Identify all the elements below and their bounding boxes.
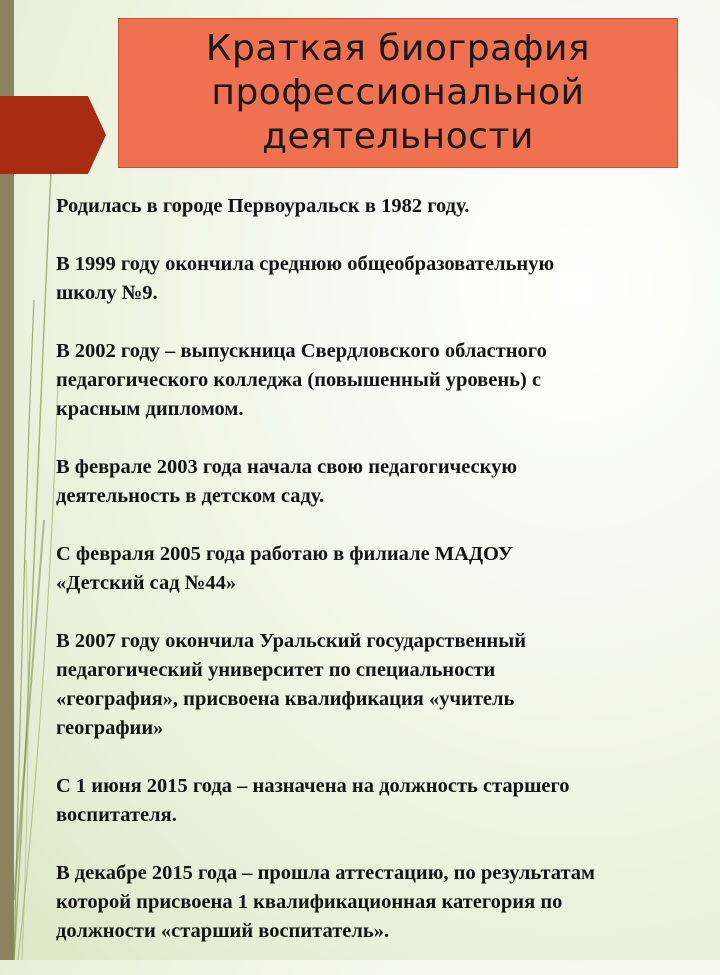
text-line: С 1 июня 2015 года – назначена на должность старшего	[56, 775, 570, 797]
paragraph-university	[56, 627, 706, 743]
text-line: деятельность в детском саду.	[56, 485, 325, 507]
title-line-3: деятельности	[262, 116, 534, 157]
paragraph-madou	[56, 540, 706, 598]
text-line: воспитателя.	[56, 804, 177, 826]
paragraph-college	[56, 337, 706, 424]
text-line: В декабре 2015 года – прошла аттестацию, по результатам	[56, 862, 596, 884]
text-line: В 2007 году окончила Уральский государственный	[56, 630, 527, 652]
paragraph-career-start	[56, 453, 706, 511]
text-line: педагогический университет по специальности	[56, 659, 496, 681]
text-line: красным дипломом.	[56, 398, 244, 420]
text-line: С февраля 2005 года работаю в филиале МАДОУ	[56, 543, 513, 565]
text-line: Родилась в городе Первоуральск в 1982 году.	[56, 195, 470, 217]
text-line: «география», присвоена квалификация «учитель	[56, 688, 515, 710]
paragraph-senior-appointment	[56, 772, 706, 830]
text-line: географии»	[56, 717, 164, 739]
paragraph-school	[56, 250, 706, 308]
biography-text	[56, 192, 706, 975]
title-line-2: профессиональной	[211, 72, 585, 113]
paragraph-attestation	[56, 859, 706, 946]
page-title	[206, 27, 590, 159]
title-line-1: Краткая биография	[205, 28, 591, 69]
text-line: В 2002 году – выпускница Свердловского областного	[56, 340, 547, 362]
text-line: школу №9.	[56, 282, 158, 304]
text-line: должности «старший воспитатель».	[56, 920, 390, 942]
paragraph-birth	[56, 192, 706, 221]
text-line: В феврале 2003 года начала свою педагогическую	[56, 456, 518, 478]
text-line: которой присвоена 1 квалификационная категория по	[56, 891, 563, 913]
title-box	[118, 18, 678, 168]
text-line: В 1999 году окончила среднюю общеобразовательную	[56, 253, 555, 275]
text-line: «Детский сад №44»	[56, 572, 237, 594]
text-line: педагогического колледжа (повышенный уровень) с	[56, 369, 542, 391]
red-arrow-marker	[0, 96, 106, 174]
